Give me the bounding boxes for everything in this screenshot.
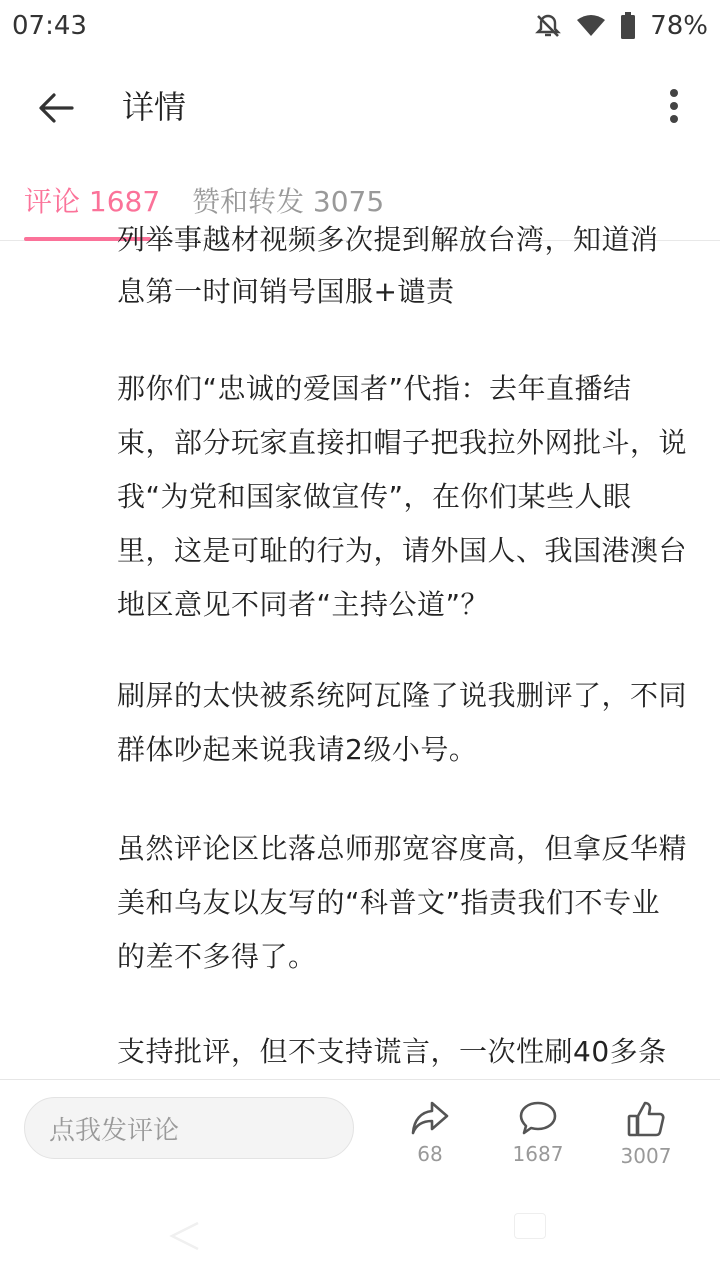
like-count: 3007 — [620, 1144, 672, 1168]
back-button[interactable] — [34, 86, 78, 130]
like-button[interactable] — [601, 1100, 691, 1168]
mute-notification-icon — [534, 12, 562, 40]
share-button[interactable] — [385, 1100, 475, 1166]
status-time: 07:43 — [12, 11, 87, 41]
status-icons — [534, 11, 708, 41]
comment-button[interactable] — [493, 1100, 583, 1166]
tab-comments[interactable]: 评论 1687 — [24, 185, 161, 218]
more-options-button[interactable] — [656, 82, 692, 130]
comment-input[interactable]: 点我发评论 — [24, 1097, 354, 1159]
battery-icon — [620, 12, 636, 40]
nav-back-icon[interactable] — [168, 1221, 200, 1255]
bottom-action-bar — [0, 1079, 720, 1190]
partial-text-line: 列举事越材视频多次提到解放台湾，知道消 — [117, 223, 659, 256]
paragraph-3: 刷屏的太快被系统阿瓦隆了说我删评了，不同群体吵起来说我请2级小号。 — [117, 679, 688, 766]
wifi-icon — [576, 14, 606, 38]
page-title: 详情 — [122, 88, 187, 126]
paragraph-2: 那你们“忠诚的爱国者”代指：去年直播结束，部分玩家直接扣帽子把我拉外网批斗，说我“为党和国家做宣传”，在你们某些人眼里，这是可耻的行为，请外国人、我国港澳台地区意见不同者“主持公道”？ — [117, 372, 688, 621]
share-count: 68 — [417, 1142, 443, 1166]
post-content — [0, 223, 720, 1079]
paragraph-1: 息第一时间销号国服+谴责 — [117, 275, 455, 308]
nav-home-icon[interactable] — [514, 1213, 546, 1239]
comment-count: 1687 — [512, 1142, 564, 1166]
system-navigation-bar — [0, 1189, 720, 1280]
battery-percent: 78% — [650, 11, 708, 41]
arrow-left-icon — [38, 92, 74, 124]
paragraph-4: 虽然评论区比落总师那宽容度高，但拿反华精美和乌友以友写的“科普文”指责我们不专业的差不多得了。 — [117, 832, 688, 973]
tab-likes-reposts[interactable]: 赞和转发 3075 — [192, 185, 385, 218]
paragraph-5: 支持批评，但不支持谎言，一次性刷40多条 — [117, 1035, 667, 1068]
thumbs-up-icon — [626, 1100, 666, 1138]
share-icon — [410, 1100, 450, 1136]
status-bar — [0, 0, 720, 52]
app-bar — [0, 52, 720, 156]
more-vertical-icon — [669, 88, 679, 124]
comment-icon — [518, 1100, 558, 1136]
